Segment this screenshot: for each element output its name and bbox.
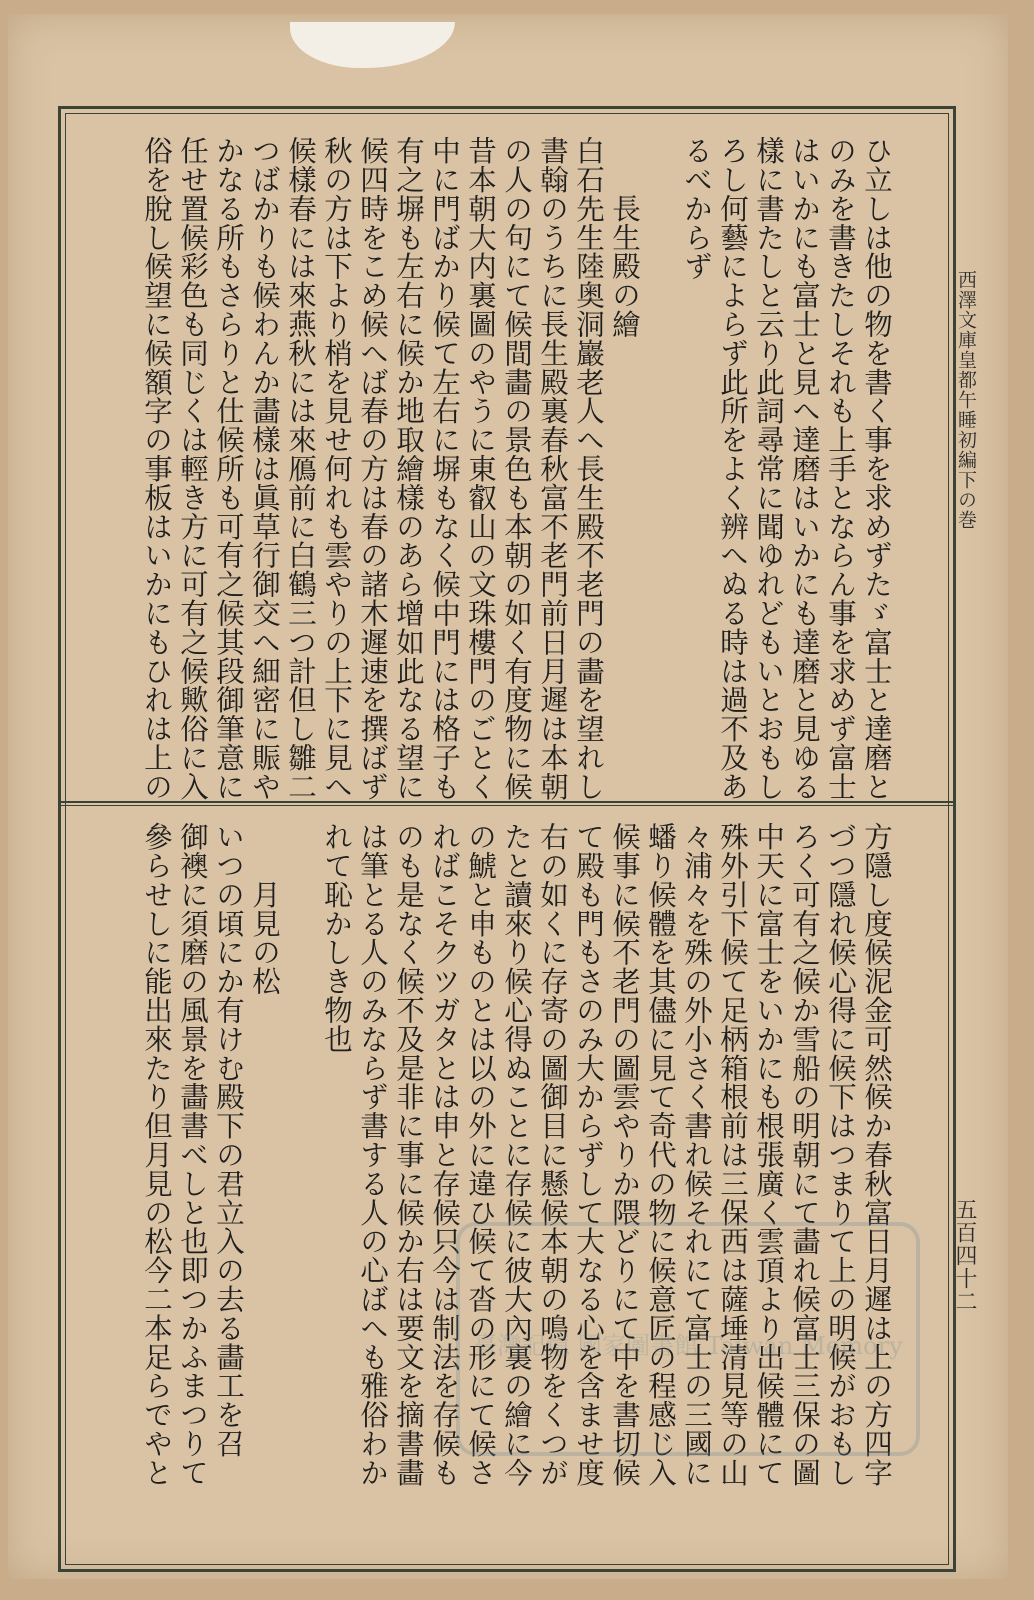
page-number: 五百四十二 bbox=[952, 1198, 977, 1313]
upper-line: のみを書きたしそれも上手とならん事を求めず富士 bbox=[824, 136, 857, 801]
lower-line: 蟠り候體を其儘に見て奇代の物に候意匠の程感じ入 bbox=[644, 822, 677, 1487]
upper-line: 長生殿の繪 bbox=[608, 136, 641, 339]
lower-line: 殊外引下候て足柄箱根前は三保西は薩埵清見等の山 bbox=[716, 822, 749, 1487]
upper-line: 候樣春には來燕秋には來鴈前に白鶴三つ計但し雛二 bbox=[284, 136, 317, 801]
lower-line: 方隱し度候泥金可然候か春秋富日月遲は上の方四字 bbox=[860, 822, 893, 1487]
lower-line: 御襖に須磨の風景を畵書べしと也即つかふまつりて bbox=[176, 822, 209, 1487]
upper-line: 中に門ばかり候て左右に塀もなく候中門には格子も bbox=[428, 136, 461, 801]
lower-line: 參らせしに能出來たり但月見の松今二本足らでやと bbox=[140, 822, 173, 1487]
lower-line: いつの頃にか有けむ殿下の君立入の去る畵工を召 bbox=[212, 822, 245, 1458]
upper-line: 任せ置候彩色も同じくは輕き方に可有之候歟俗に入 bbox=[176, 136, 209, 801]
lower-line: たと讀來り候心得ぬことに存候に彼大內裏の繪に今 bbox=[500, 822, 533, 1487]
lower-line: れて恥かしき物也 bbox=[320, 822, 353, 1054]
upper-section-text bbox=[138, 136, 894, 801]
lower-line: 々浦々を殊の外小さく書れ候それにて富士の三國に bbox=[680, 822, 713, 1487]
upper-line: 有之塀も左右に候か地取繪樣のあら增如此なる望に bbox=[392, 136, 425, 801]
lower-line: ろく可有之候か雪船の明朝にて畵れ候富士三保の圖 bbox=[788, 822, 821, 1487]
lower-line: のも是なく候不及是非に事に候か右は要文を摘書畵 bbox=[392, 822, 425, 1487]
lower-line: 候事に候不老門の圖雲やりか隈どりにて中を書切候 bbox=[608, 822, 641, 1487]
page-paper bbox=[8, 14, 1008, 1579]
lower-line: て殿も門もさのみ大からずして大なる心を含ませ度 bbox=[572, 822, 605, 1487]
upper-line: つばかりも候わんか畵樣は眞草行御交へ細密に賑や bbox=[248, 136, 281, 801]
lower-line: ればこそクツガタとは申と存候只今は制法を存候も bbox=[428, 822, 461, 1487]
torn-corner bbox=[290, 22, 455, 68]
lower-line: 月見の松 bbox=[248, 822, 281, 996]
lower-line: づつ隱れ候心得に候下はつまりて上の明候がおもし bbox=[824, 822, 857, 1487]
upper-line: ろし何藝によらず此所をよく辨へぬる時は過不及あ bbox=[716, 136, 749, 801]
watermark-text: 臺灣記憶 國家圖書館 Taiwan Memory bbox=[473, 1332, 903, 1360]
lower-line: 中天に富士をいかにも根張廣く雲頂より出候體にて bbox=[752, 822, 785, 1487]
lower-line: 右の如くに存寄の圖御目に懸候本朝の鳴物をくつが bbox=[536, 822, 569, 1487]
upper-line: 白石先生陸奥洞巖老人へ長生殿不老門の畵を望れし bbox=[572, 136, 605, 801]
upper-line: はいかにも富士と見へ達磨はいかにも達磨と見ゆる bbox=[788, 136, 821, 801]
lower-line: の鯱と申ものとは以の外に違ひ候て沓の形にて候さ bbox=[464, 822, 497, 1487]
section-divider bbox=[61, 801, 953, 803]
upper-line: るべからず bbox=[680, 136, 713, 281]
upper-line: ひ立しは他の物を書く事を求めずたゞ富士と達磨と bbox=[860, 136, 893, 801]
upper-line: 秋の方は下より梢を見せ何れも雲やりの上下に見へ bbox=[320, 136, 353, 801]
lower-section-text bbox=[138, 822, 894, 1542]
lower-line: は筆とる人のみならず書する人の心ばへも雅俗わか bbox=[356, 822, 389, 1487]
upper-line: 樣に書たしと云り此詞尋常に聞ゆれどもいとおもし bbox=[752, 136, 785, 801]
upper-line: かなる所もさらりと仕候所も可有之候其段御筆意に bbox=[212, 136, 245, 801]
upper-line: 昔本朝大内裏圖のやうに東叡山の文珠樓門のごとく bbox=[464, 136, 497, 801]
upper-line: の人の句にて候間畵の景色も本朝の如く有度物に候 bbox=[500, 136, 533, 801]
running-title: 西澤文庫皇都午睡初編下の巻 bbox=[955, 270, 977, 530]
upper-line: 書翰のうちに長生殿裏春秋富不老門前日月遲は本朝 bbox=[536, 136, 569, 801]
upper-line: 俗を脫し候望に候額字の事板はいかにもひれは上の bbox=[140, 136, 173, 801]
upper-line: 候四時をこめ候へば春の方は春の諸木遲速を撰ばず bbox=[356, 136, 389, 801]
